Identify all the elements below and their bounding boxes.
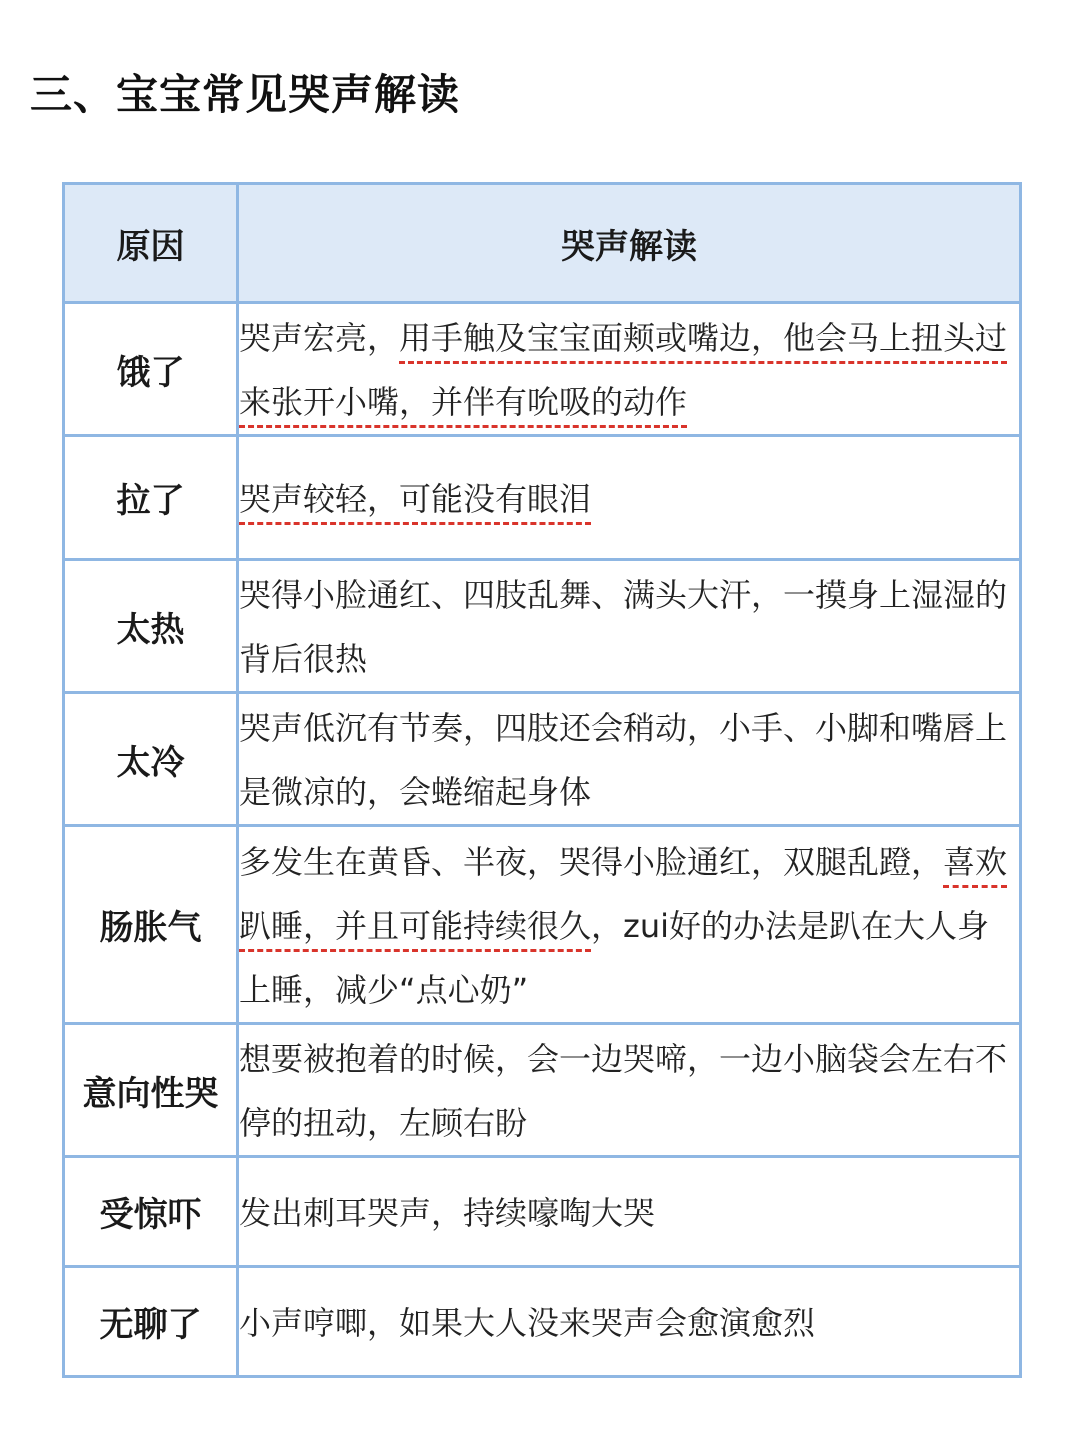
table-body [64,303,1021,1377]
reason-cell: 拉了 [64,436,238,560]
page-title: 三、宝宝常见哭声解读 [30,70,461,119]
text-segment: 哭声宏亮， [239,319,400,357]
highlighted-text: 用手触及宝宝面颊或嘴边，他会马上扭头过来张开小嘴，并伴有吮吸的动作 [239,319,1008,421]
table-row [64,436,1021,560]
interpretation-text [239,1289,1019,1355]
text-segment: 哭得小脸通红、四肢乱舞、满头大汗，一摸身上湿湿的背后很热 [239,576,1008,678]
table-row [64,693,1021,826]
text-segment: 想要被抱着的时候，会一边哭啼，一边小脑袋会左右不停的扭动，左顾右盼 [239,1040,1008,1142]
highlighted-text: 喜欢趴睡，并且可能持续很久 [239,842,1008,945]
reason-cell: 无聊了 [64,1267,238,1377]
interpretation-text [239,1179,1019,1245]
interpretation-cell [238,560,1021,693]
interpretation-text [239,465,1019,531]
reason-cell: 饿了 [64,303,238,436]
table-row [64,303,1021,436]
reason-cell: 太热 [64,560,238,693]
interpretation-cell [238,303,1021,436]
header-interpretation: 哭声解读 [238,184,1021,303]
interpretation-text [239,561,1019,691]
text-segment: 哭声低沉有节奏，四肢还会稍动，小手、小脚和嘴唇上是微凉的，会蜷缩起身体 [239,709,1008,811]
text-segment: 多发生在黄昏、半夜，哭得小脸通红，双腿乱蹬， [239,842,944,881]
interpretation-cell [238,826,1021,1024]
interpretation-cell [238,436,1021,560]
interpretation-text [239,1025,1019,1155]
reason-cell: 肠胀气 [64,826,238,1024]
text-segment: 发出刺耳哭声，持续嚎啕大哭 [239,1193,656,1232]
text-segment: ，zui好的办法是趴在大人身上睡，减少“点心奶” [239,906,989,1009]
interpretation-text [239,694,1019,824]
interpretation-cell [238,1267,1021,1377]
reason-cell: 受惊吓 [64,1157,238,1267]
reason-cell: 意向性哭 [64,1024,238,1157]
header-reason: 原因 [64,184,238,303]
table-header-row [64,184,1021,303]
crying-interpretation-table [62,182,1022,1378]
interpretation-text [239,304,1019,434]
table-row [64,1024,1021,1157]
highlighted-text: 哭声较轻，可能没有眼泪 [239,479,592,518]
interpretation-cell [238,693,1021,826]
interpretation-cell [238,1024,1021,1157]
table-row [64,1157,1021,1267]
interpretation-text [239,828,1019,1022]
table-row [64,826,1021,1024]
table-row [64,1267,1021,1377]
table-row [64,560,1021,693]
interpretation-cell [238,1157,1021,1267]
text-segment: 小声哼唧，如果大人没来哭声会愈演愈烈 [239,1303,816,1342]
reason-cell: 太冷 [64,693,238,826]
